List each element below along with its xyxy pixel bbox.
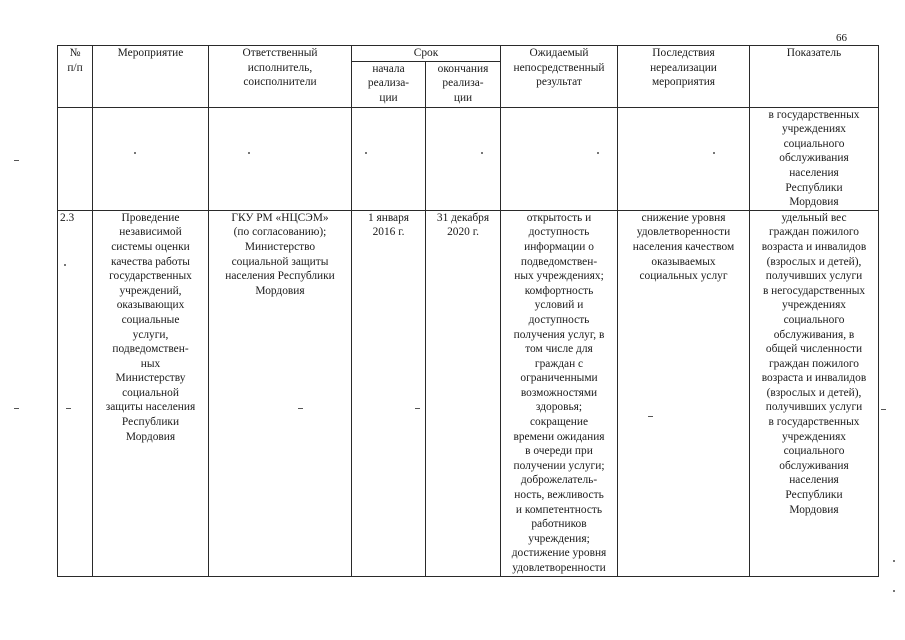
cont-consequences xyxy=(618,107,750,210)
row-num: 2.3 xyxy=(58,210,93,576)
cont-num xyxy=(58,107,93,210)
page-number: 66 xyxy=(836,32,847,44)
cont-end xyxy=(426,107,501,210)
measures-table xyxy=(57,45,879,577)
header-term: Срок xyxy=(352,46,501,62)
row-event: Проведение независимой системы оценки качества работы государственных учреждений, оказывающих социальные услуги, подведомствен- ных Министерству социальной защиты населения Республики Мордовия xyxy=(93,210,209,576)
cont-event xyxy=(93,107,209,210)
header-expected: Ожидаемый непосредственный результат xyxy=(501,46,618,108)
header-responsible: Ответственный исполнитель, соисполнители xyxy=(209,46,352,108)
scan-speck xyxy=(365,152,367,154)
row-responsible: ГКУ РМ «НЦСЭМ» (по согласованию); Министерство социальной защиты населения Республики Мордовия xyxy=(209,210,352,576)
continuation-row xyxy=(58,107,879,210)
header-term-start: начала реализа- ции xyxy=(352,61,426,107)
scan-speck xyxy=(597,152,599,154)
header-consequences: Последствия нереализации мероприятия xyxy=(618,46,750,108)
scan-speck xyxy=(881,409,886,410)
scan-speck xyxy=(14,408,19,409)
scan-speck xyxy=(134,152,136,154)
scan-speck xyxy=(415,408,420,409)
scan-speck xyxy=(893,560,895,562)
header-indicator: Показатель xyxy=(750,46,879,108)
header-term-end: окончания реализа- ции xyxy=(426,61,501,107)
cont-start xyxy=(352,107,426,210)
header-num: № п/п xyxy=(58,46,93,108)
scan-speck xyxy=(14,160,19,161)
cont-responsible xyxy=(209,107,352,210)
row-expected: открытость и доступность информации о подведомствен- ных учреждениях; комфортность условий и доступность получения услуг, в том числе для граждан с ограниченными возможностями здоровья; сокращение времени ожидания в очереди при получении услуги; доброжелатель- ность, вежливость и компетентность работников учреждения; достижение уровня удовлетворенности xyxy=(501,210,618,576)
scan-speck xyxy=(248,152,250,154)
cont-expected xyxy=(501,107,618,210)
scan-speck xyxy=(713,152,715,154)
header-event: Мероприятие xyxy=(93,46,209,108)
row-start: 1 января 2016 г. xyxy=(352,210,426,576)
scan-speck xyxy=(64,264,66,266)
row-end: 31 декабря 2020 г. xyxy=(426,210,501,576)
cont-indicator: в государственных учреждениях социального обслуживания населения Республики Мордовия xyxy=(750,107,879,210)
header-row xyxy=(58,46,879,62)
row-indicator: удельный вес граждан пожилого возраста и инвалидов (взрослых и детей), получивших услуги в негосударственных учреждениях социального обслуживания, в общей численности граждан пожилого возраста и инвалидов (взрослых и детей), получивших услуги в государственных учреждениях социального обслуживания населения Республики Мордовия xyxy=(750,210,879,576)
row-consequences: снижение уровня удовлетворенности населения качеством оказываемых социальных услуг xyxy=(618,210,750,576)
table-row xyxy=(58,210,879,576)
scan-speck xyxy=(893,590,895,592)
scan-speck xyxy=(66,408,71,409)
scan-speck xyxy=(298,408,303,409)
scan-speck xyxy=(648,416,653,417)
scan-speck xyxy=(481,152,483,154)
